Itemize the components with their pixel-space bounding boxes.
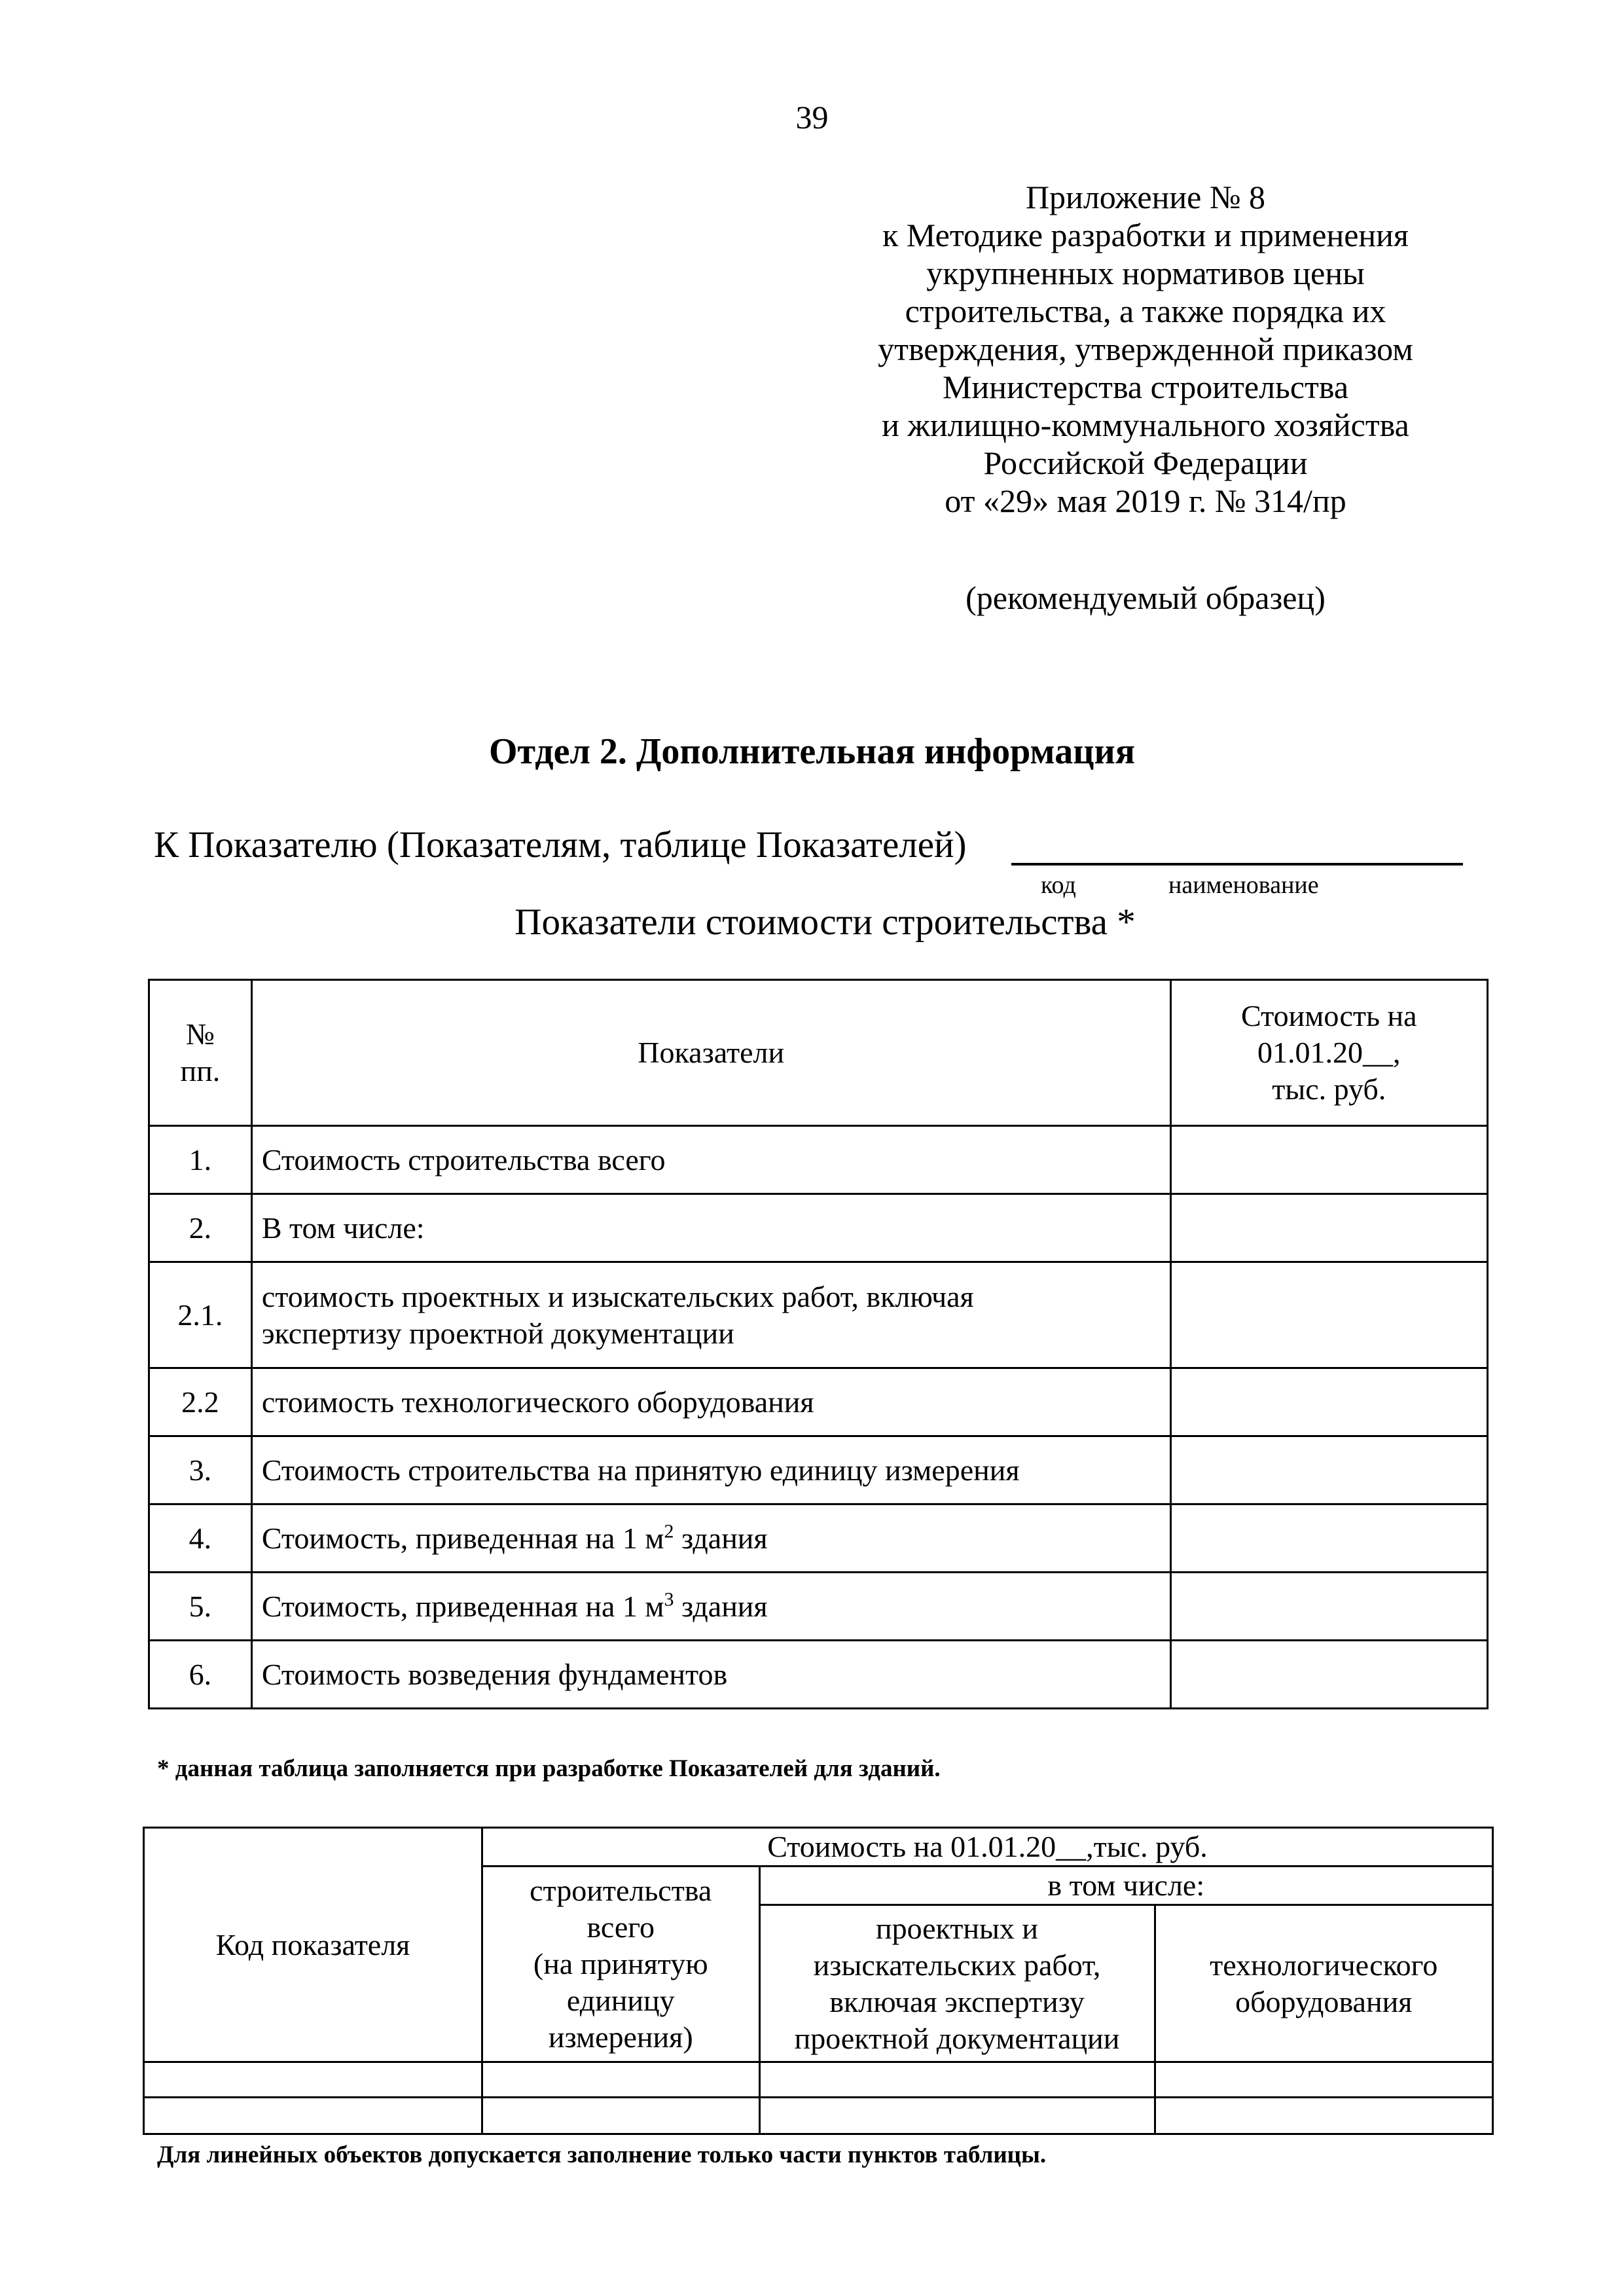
- header-indicator: Показатели: [251, 980, 1170, 1126]
- table-row: [149, 1573, 1488, 1641]
- table-row: [149, 1262, 1488, 1368]
- row-name: стоимость технологического оборудования: [251, 1368, 1170, 1436]
- caption-code: код: [1041, 871, 1076, 899]
- row-name: Стоимость, приведенная на 1 $м^3$ здания: [251, 1573, 1170, 1641]
- table-row: [149, 1368, 1488, 1436]
- row-num: 4.: [149, 1504, 252, 1573]
- row-name: стоимость проектных и изыскательских работ, включая экспертизу проектной документации: [251, 1262, 1170, 1368]
- row-num: 1.: [149, 1126, 252, 1194]
- bottom-note: Для линейных объектов допускается заполнение только части пунктов таблицы.: [157, 2141, 1047, 2168]
- appendix-line: от «29» мая 2019 г. № 314/пр: [945, 483, 1346, 519]
- header-including: в том числе:: [759, 1867, 1493, 1905]
- row-num: 3.: [149, 1436, 252, 1504]
- caption-name: наименование: [1168, 871, 1319, 899]
- empty-cell[interactable]: [1155, 2062, 1492, 2098]
- row-num: 2.2: [149, 1368, 252, 1436]
- header-code: Код показателя: [144, 1828, 482, 2062]
- appendix-line: утверждения, утвержденной приказом: [878, 331, 1413, 367]
- indicator-reference-label: К Показателю (Показателям, таблице Показателей): [154, 824, 967, 866]
- row-name: Стоимость строительства на принятую единицу измерения: [251, 1436, 1170, 1504]
- row-num: 2.: [149, 1194, 252, 1262]
- appendix-line: и жилищно-коммунального хозяйства: [882, 407, 1409, 443]
- row-name: Стоимость, приведенная на 1 $м^2$ здания: [251, 1504, 1170, 1573]
- table-row: [144, 2062, 1493, 2098]
- table-row: [144, 2098, 1493, 2134]
- row-num: 5.: [149, 1573, 252, 1641]
- table-row: [149, 1436, 1488, 1504]
- table-row: [149, 1504, 1488, 1573]
- empty-cell[interactable]: [1155, 2098, 1492, 2134]
- row-num: 2.1.: [149, 1262, 252, 1368]
- row-value[interactable]: [1170, 1262, 1487, 1368]
- row-value[interactable]: [1170, 1368, 1487, 1436]
- row-value[interactable]: [1170, 1436, 1487, 1504]
- header-num: № пп.: [149, 980, 252, 1126]
- indicator-reference-blank-line: [1011, 863, 1463, 866]
- empty-cell[interactable]: [759, 2062, 1155, 2098]
- indicator-code-table: [143, 1827, 1494, 2135]
- row-value[interactable]: [1170, 1504, 1487, 1573]
- appendix-line: укрупненных нормативов цены: [926, 255, 1365, 291]
- superscript: 2: [664, 1520, 674, 1542]
- row-num: 6.: [149, 1641, 252, 1709]
- header-cost: Стоимость на 01.01.20__,тыс. руб.: [482, 1828, 1492, 1867]
- row-value[interactable]: [1170, 1641, 1487, 1709]
- table-row: [149, 1194, 1488, 1262]
- appendix-line: к Методике разработки и применения: [882, 217, 1409, 253]
- appendix-line: Приложение № 8: [1025, 179, 1266, 215]
- table-row: [149, 1126, 1488, 1194]
- row-name: Стоимость возведения фундаментов: [251, 1641, 1170, 1709]
- row-value[interactable]: [1170, 1573, 1487, 1641]
- footnote: * данная таблица заполняется при разработке Показателей для зданий.: [157, 1755, 941, 1782]
- empty-cell[interactable]: [144, 2098, 482, 2134]
- superscript: 3: [664, 1588, 674, 1611]
- table-row: [149, 1641, 1488, 1709]
- header-design-works: проектных и изыскательских работ, включая экспертизу проектной документации: [759, 1905, 1155, 2062]
- sample-note: (рекомендуемый образец): [965, 579, 1326, 616]
- appendix-block: [857, 178, 1434, 520]
- row-name: В том числе:: [251, 1194, 1170, 1262]
- empty-cell[interactable]: [759, 2098, 1155, 2134]
- header-equipment: технологического оборудования: [1155, 1905, 1492, 2062]
- header-total: строительства всего (на принятую единицу измерения): [482, 1867, 759, 2062]
- appendix-line: Российской Федерации: [983, 445, 1308, 481]
- appendix-line: строительства, а также порядка их: [905, 293, 1386, 329]
- page-number: 39: [795, 99, 829, 136]
- table-header-row: [149, 980, 1488, 1126]
- header-cost: Стоимость на 01.01.20__, тыс. руб.: [1170, 980, 1487, 1126]
- row-value[interactable]: [1170, 1126, 1487, 1194]
- cost-indicators-table: [148, 979, 1489, 1709]
- section-title: Отдел 2. Дополнительная информация: [488, 731, 1136, 772]
- empty-cell[interactable]: [144, 2062, 482, 2098]
- table-title: Показатели стоимости строительства *: [514, 902, 1136, 943]
- empty-cell[interactable]: [482, 2062, 759, 2098]
- row-value[interactable]: [1170, 1194, 1487, 1262]
- appendix-line: Министерства строительства: [942, 369, 1349, 405]
- empty-cell[interactable]: [482, 2098, 759, 2134]
- row-name: Стоимость строительства всего: [251, 1126, 1170, 1194]
